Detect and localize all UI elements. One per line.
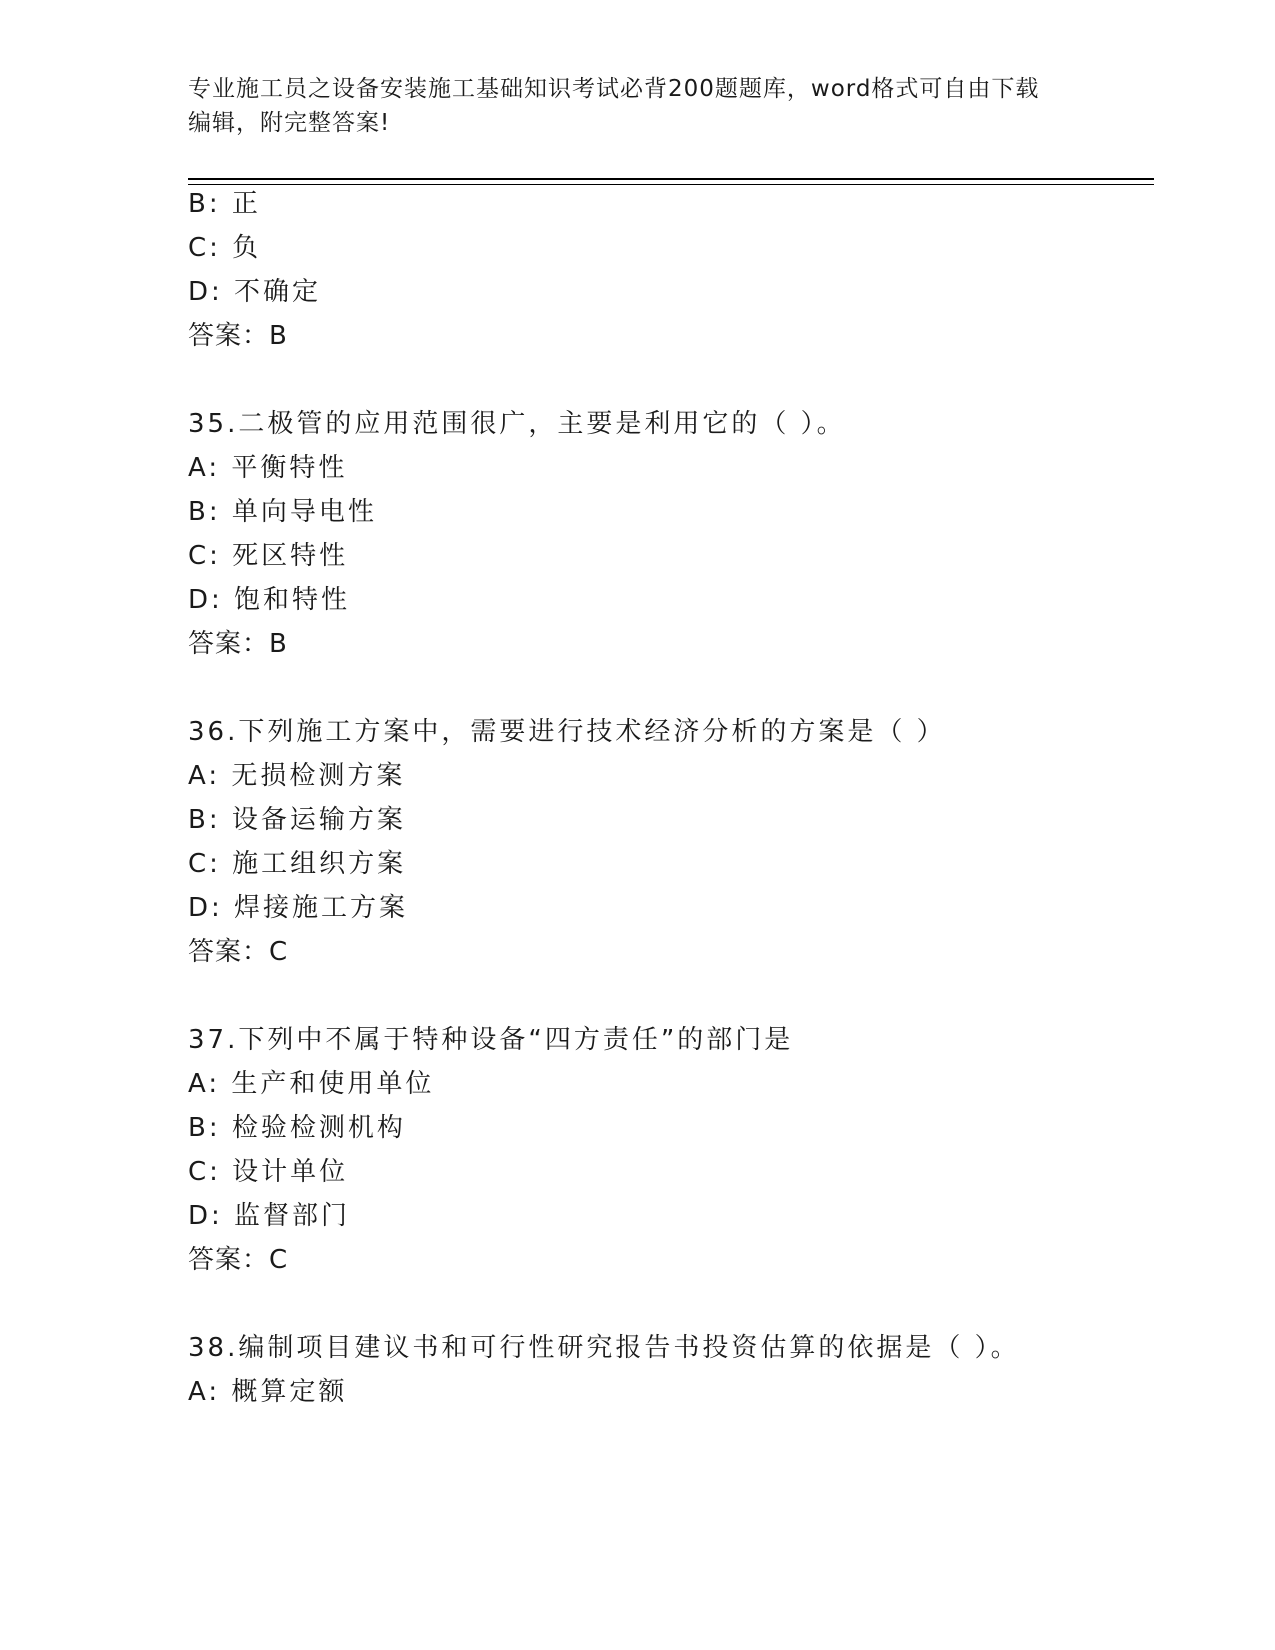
q37-option-d: D: 监督部门 (188, 1201, 351, 1231)
q34-option-d: D: 不确定 (188, 277, 322, 307)
q34-option-c: C: 负 (188, 233, 262, 263)
q37-answer: 答案：C (188, 1245, 289, 1275)
q36-option-b: B: 设备运输方案 (188, 805, 406, 835)
q36-option-c: C: 施工组织方案 (188, 849, 407, 879)
q35-option-c: C: 死区特性 (188, 541, 349, 571)
q37-question: 37.下列中不属于特种设备“四方责任”的部门是 (188, 1025, 794, 1055)
q34-answer: 答案：B (188, 321, 288, 351)
q36-option-a: A: 无损检测方案 (188, 761, 406, 791)
q36-answer: 答案：C (188, 937, 289, 967)
q37-option-c: C: 设计单位 (188, 1157, 349, 1187)
q38-option-a: A: 概算定额 (188, 1377, 348, 1407)
q35-question: 35.二极管的应用范围很广，主要是利用它的（ ）。 (188, 409, 846, 439)
q35-option-d: D: 饱和特性 (188, 585, 351, 615)
q35-option-b: B: 单向导电性 (188, 497, 377, 527)
document-header (188, 72, 1088, 140)
q35-answer: 答案：B (188, 629, 288, 659)
header-line-1: 专业施工员之设备安装施工基础知识考试必背200题题库，word格式可自由下载 (188, 76, 1040, 102)
q38-question: 38.编制项目建议书和可行性研究报告书投资估算的依据是（ ）。 (188, 1333, 1020, 1363)
q35-option-a: A: 平衡特性 (188, 453, 348, 483)
q36-question: 36.下列施工方案中，需要进行技术经济分析的方案是（ ） (188, 717, 946, 747)
header-line-2: 编辑，附完整答案! (188, 110, 391, 136)
q37-option-a: A: 生产和使用单位 (188, 1069, 435, 1099)
q34-option-b: B: 正 (188, 189, 261, 219)
q37-option-b: B: 检验检测机构 (188, 1113, 406, 1143)
q36-option-d: D: 焊接施工方案 (188, 893, 409, 923)
header-divider-thick (188, 178, 1154, 180)
header-divider-thin (188, 184, 1154, 185)
